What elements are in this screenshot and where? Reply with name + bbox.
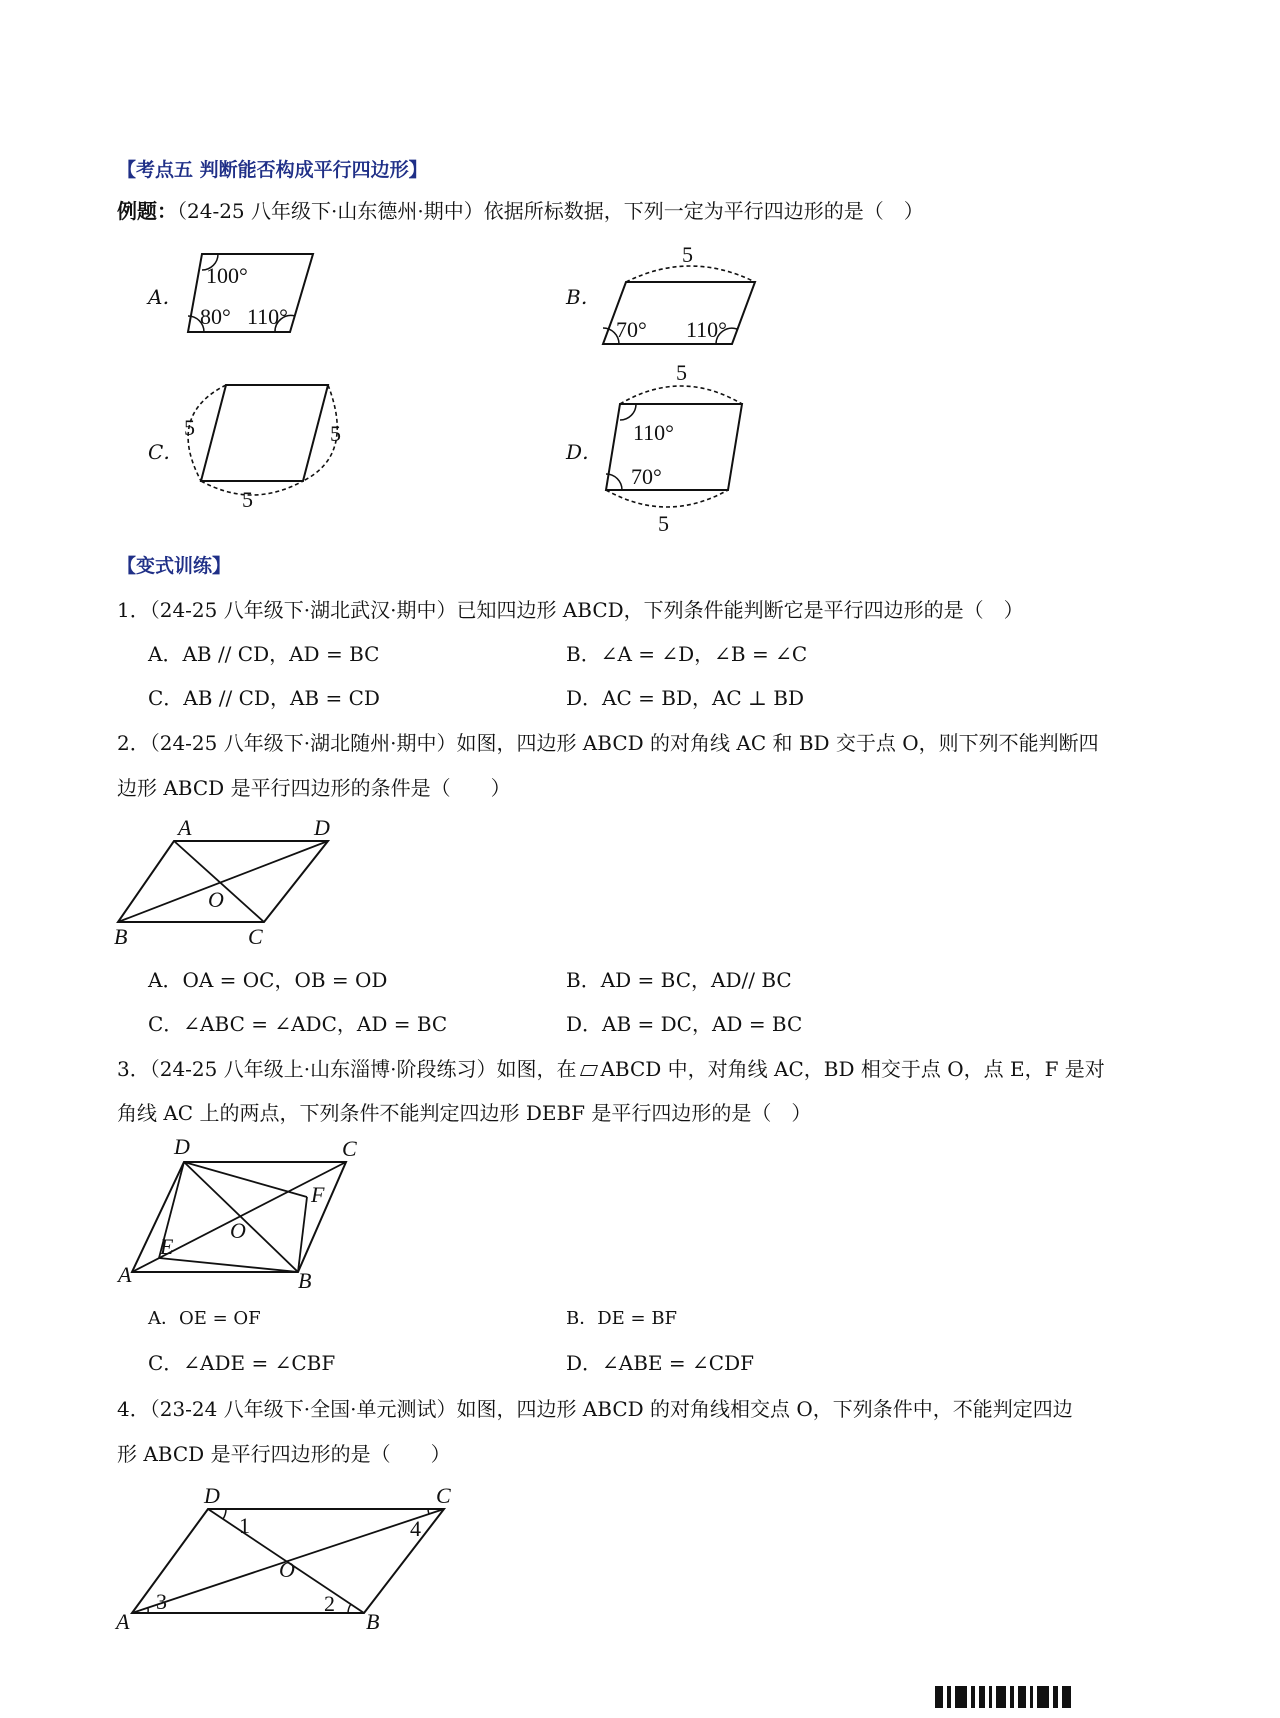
vertex-label-b: B — [366, 1609, 380, 1634]
angle-marker-1: 1 — [239, 1513, 250, 1538]
angle-label-a1: 100° — [206, 263, 248, 288]
side-label-c2: 5 — [330, 421, 341, 446]
vertex-label-o: O — [279, 1557, 295, 1582]
question-1-option-a: A．AB // CD，AD = BC — [148, 642, 380, 666]
question-4-text-line2: 形 ABCD 是平行四边形的是（ ） — [117, 1442, 451, 1466]
practice-heading: 【变式训练】 — [117, 555, 232, 577]
vertex-label-a: A — [178, 815, 192, 840]
vertex-label-a: A — [118, 1262, 132, 1287]
question-2-option-d: D．AB = DC，AD = BC — [566, 1012, 803, 1036]
vertex-label-b: B — [114, 924, 128, 949]
question-2-text-line2: 边形 ABCD 是平行四边形的条件是（ ） — [117, 776, 511, 800]
angle-label-b2: 110° — [686, 317, 727, 342]
question-2-option-a: A．OA = OC，OB = OD — [148, 968, 388, 992]
question-2-text-line1: 2．（24-25 八年级下·湖北随州·期中）如图，四边形 ABCD 的对角线 AC 和 BD 交于点 O，则下列不能判断四 — [117, 731, 1099, 755]
vertex-label-o: O — [208, 887, 224, 912]
angle-label-a2: 80° — [200, 304, 231, 329]
vertex-label-c: C — [436, 1483, 451, 1508]
side-label-d2: 5 — [658, 511, 669, 536]
section-heading: 【考点五 判断能否构成平行四边形】 — [117, 159, 428, 181]
angle-label-a3: 110° — [247, 304, 288, 329]
question-1-option-c: C．AB // CD，AB = CD — [148, 686, 380, 710]
vertex-label-o: O — [230, 1218, 246, 1243]
question-3-option-c: C．∠ADE = ∠CBF — [148, 1351, 336, 1375]
figure-question-2 — [108, 815, 348, 950]
vertex-label-d: D — [204, 1483, 220, 1508]
example-option-c-label: C． — [148, 440, 184, 464]
example-label: 例题： — [117, 199, 177, 223]
vertex-label-b: B — [298, 1268, 312, 1293]
side-label-b: 5 — [682, 242, 693, 267]
vertex-label-d: D — [314, 815, 330, 840]
example-option-b-label: B． — [566, 285, 601, 309]
vertex-label-a: A — [116, 1609, 130, 1634]
question-3-option-b: B．DE = BF — [566, 1308, 678, 1329]
figure-question-3 — [116, 1134, 366, 1293]
question-1-option-d: D．AC = BD，AC ⊥ BD — [566, 686, 804, 710]
barcode-mark — [935, 1686, 1071, 1708]
question-3-option-a: A．OE = OF — [148, 1308, 261, 1329]
example-option-d-label: D． — [566, 440, 603, 464]
question-2-option-c: C．∠ABC = ∠ADC，AD = BC — [148, 1012, 448, 1036]
question-3-text-part1: 3．（24-25 八年级上·山东淄博·阶段练习）如图，在 — [117, 1057, 577, 1081]
question-3-option-d: D．∠ABE = ∠CDF — [566, 1351, 754, 1375]
parallelogram-symbol-icon — [580, 1065, 598, 1076]
side-label-c1: 5 — [184, 415, 195, 440]
angle-label-d2: 70° — [631, 464, 662, 489]
example-question — [117, 199, 924, 223]
example-text: （24-25 八年级下·山东德州·期中）依据所标数据，下列一定为平行四边形的是（ ） — [177, 199, 924, 223]
vertex-label-d: D — [174, 1134, 190, 1159]
angle-marker-4: 4 — [410, 1516, 421, 1541]
figure-question-4 — [114, 1482, 454, 1634]
question-1-text: 1．（24-25 八年级下·湖北武汉·期中）已知四边形 ABCD，下列条件能判断它是平行四边形的是（ ） — [117, 598, 1024, 622]
angle-label-b1: 70° — [616, 317, 647, 342]
angle-label-d1: 110° — [633, 420, 674, 445]
side-label-d1: 5 — [676, 360, 687, 385]
vertex-label-f: F — [311, 1182, 325, 1207]
question-1-option-b: B．∠A = ∠D，∠B = ∠C — [566, 642, 808, 666]
question-2-option-b: B．AD = BC，AD// BC — [566, 968, 792, 992]
question-3-text-line2: 角线 AC 上的两点，下列条件不能判定四边形 DEBF 是平行四边形的是（ ） — [117, 1101, 812, 1125]
figure-example-d — [600, 362, 752, 534]
question-4-text-line1: 4．（23-24 八年级下·全国·单元测试）如图，四边形 ABCD 的对角线相交点 O，下列条件中，不能判定四边 — [117, 1397, 1073, 1421]
side-label-c3: 5 — [242, 487, 253, 512]
example-option-a-label: A． — [148, 285, 183, 309]
figure-example-a — [178, 244, 318, 338]
vertex-label-c: C — [342, 1136, 357, 1161]
figure-example-b — [598, 244, 760, 346]
question-3-text-part2: ABCD 中，对角线 AC，BD 相交于点 O，点 E，F 是对 — [600, 1057, 1105, 1081]
figure-example-c — [180, 375, 360, 515]
angle-marker-3: 3 — [156, 1589, 167, 1614]
vertex-label-e: E — [160, 1234, 174, 1259]
vertex-label-c: C — [248, 924, 263, 949]
question-3-text-line1 — [117, 1057, 1105, 1081]
angle-marker-2: 2 — [324, 1591, 335, 1616]
